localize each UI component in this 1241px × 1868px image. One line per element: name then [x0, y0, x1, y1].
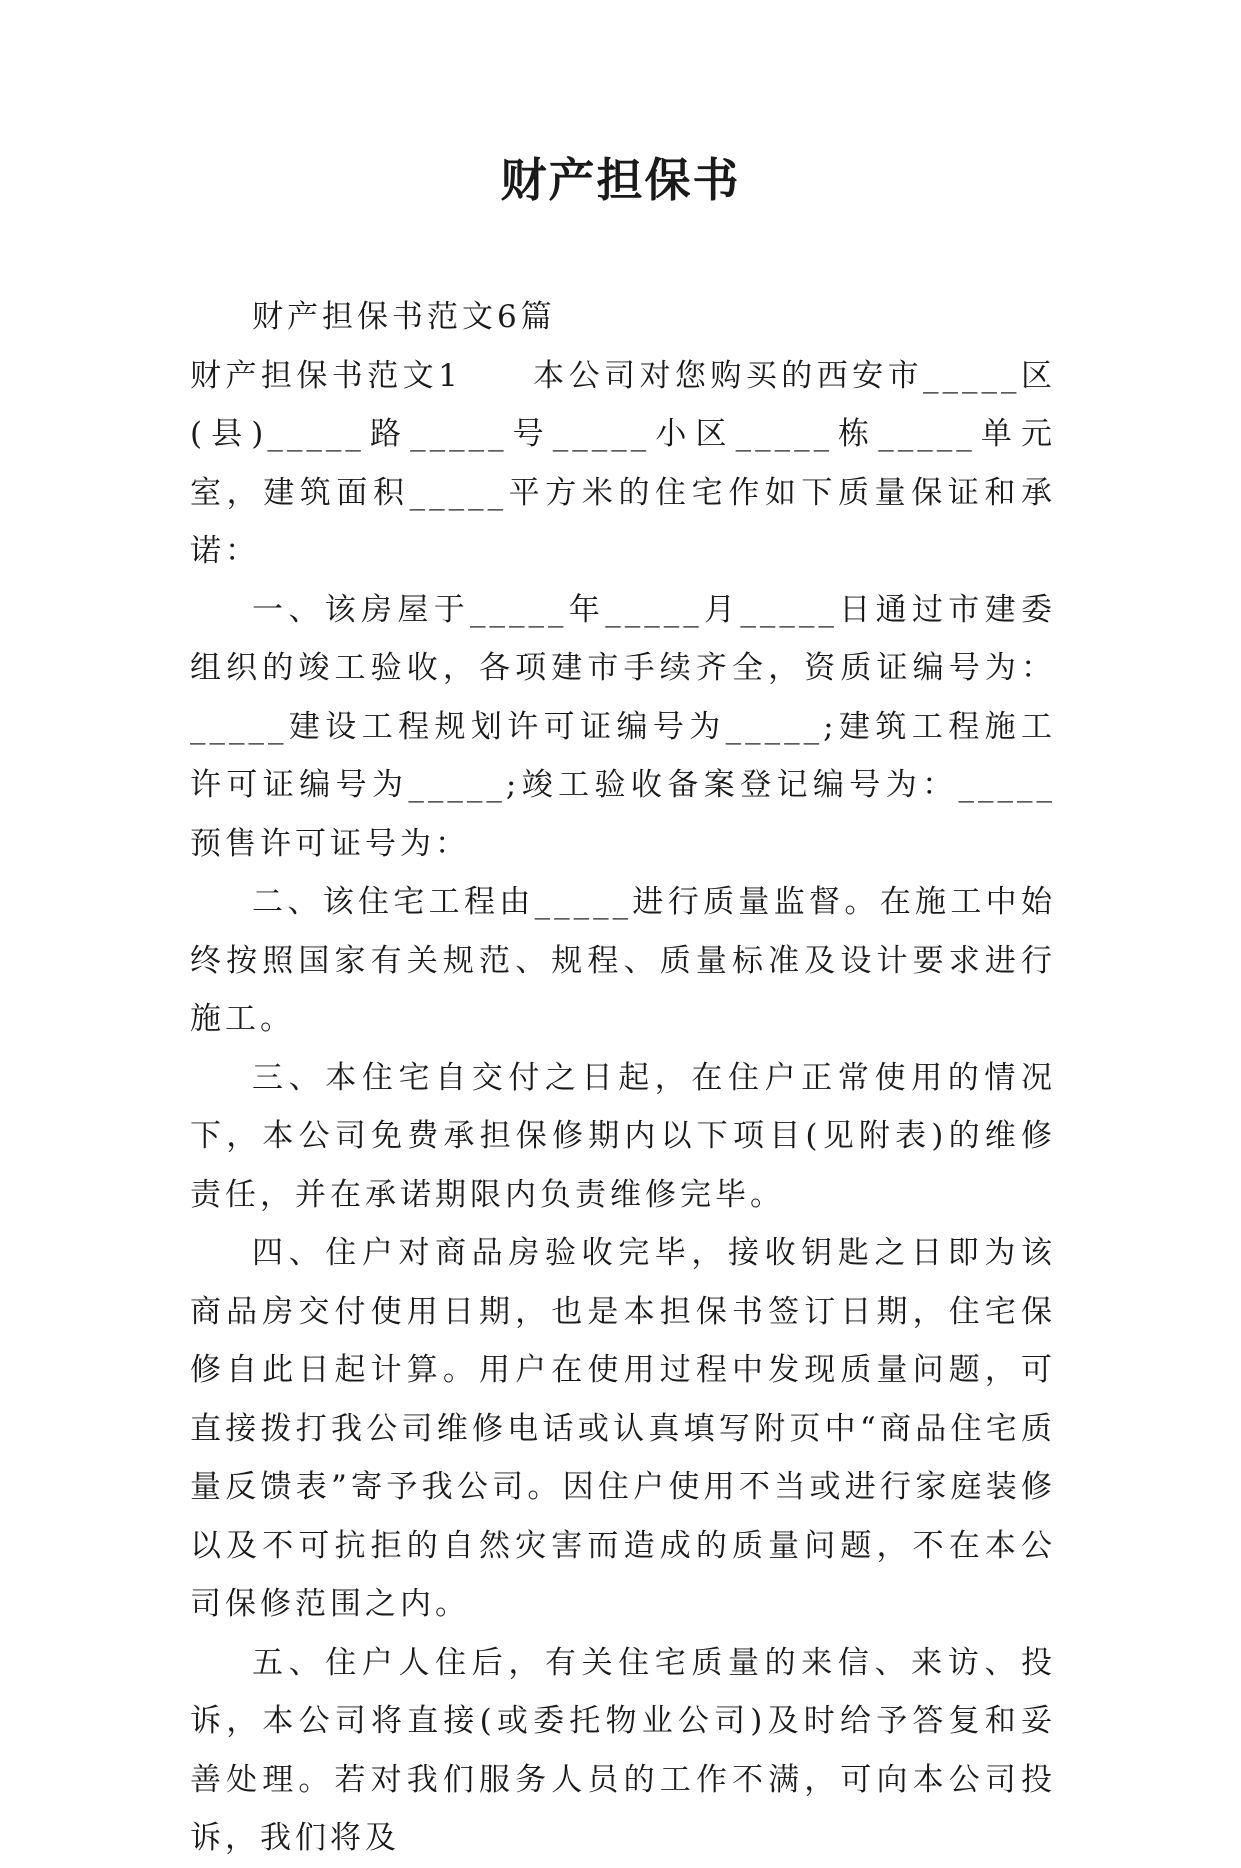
paragraph-item-1: 一、该房屋于_____年_____月_____日通过市建委组织的竣工验收，各项建市手续齐全，资质证编号为：_____建设工程规划许可证编号为_____;建筑工程施工许可证编号为_____;竣工验收备案登记编号为：_____预售许可证号为：	[190, 591, 1056, 862]
paragraph-subtitle: 财产担保书范文6篇	[252, 299, 556, 335]
paragraph-intro: 财产担保书范文1 本公司对您购买的西安市_____区(县)_____路_____号_____小区_____栋_____单元室，建筑面积_____平方米的住宅作如下质量保证和承诺：	[190, 357, 1056, 569]
document-body	[190, 288, 1056, 1868]
paragraph-item-2: 二、该住宅工程由_____进行质量监督。在施工中始终按照国家有关规范、规程、质量标准及设计要求进行施工。	[190, 884, 1056, 1037]
document-title: 财产担保书	[500, 153, 741, 207]
paragraph-item-5: 五、住户人住后，有关住宅质量的来信、来访、投诉，本公司将直接(或委托物业公司)及时给予答复和妥善处理。若对我们服务人员的工作不满，可向本公司投诉，我们将及	[190, 1644, 1056, 1856]
paragraph-item-4: 四、住户对商品房验收完毕，接收钥匙之日即为该商品房交付使用日期，也是本担保书签订日期，住宅保修自此日起计算。用户在使用过程中发现质量问题，可直接拨打我公司维修电话或认真填写附页中“商品住宅质量反馈表”寄予我公司。因住户使用不当或进行家庭装修以及不可抗拒的自然灾害而造成的质量问题，不在本公司保修范围之内。	[190, 1235, 1056, 1622]
paragraph-item-3: 三、本住宅自交付之日起，在住户正常使用的情况下，本公司免费承担保修期内以下项目(见附表)的维修责任，并在承诺期限内负责维修完毕。	[190, 1059, 1056, 1213]
